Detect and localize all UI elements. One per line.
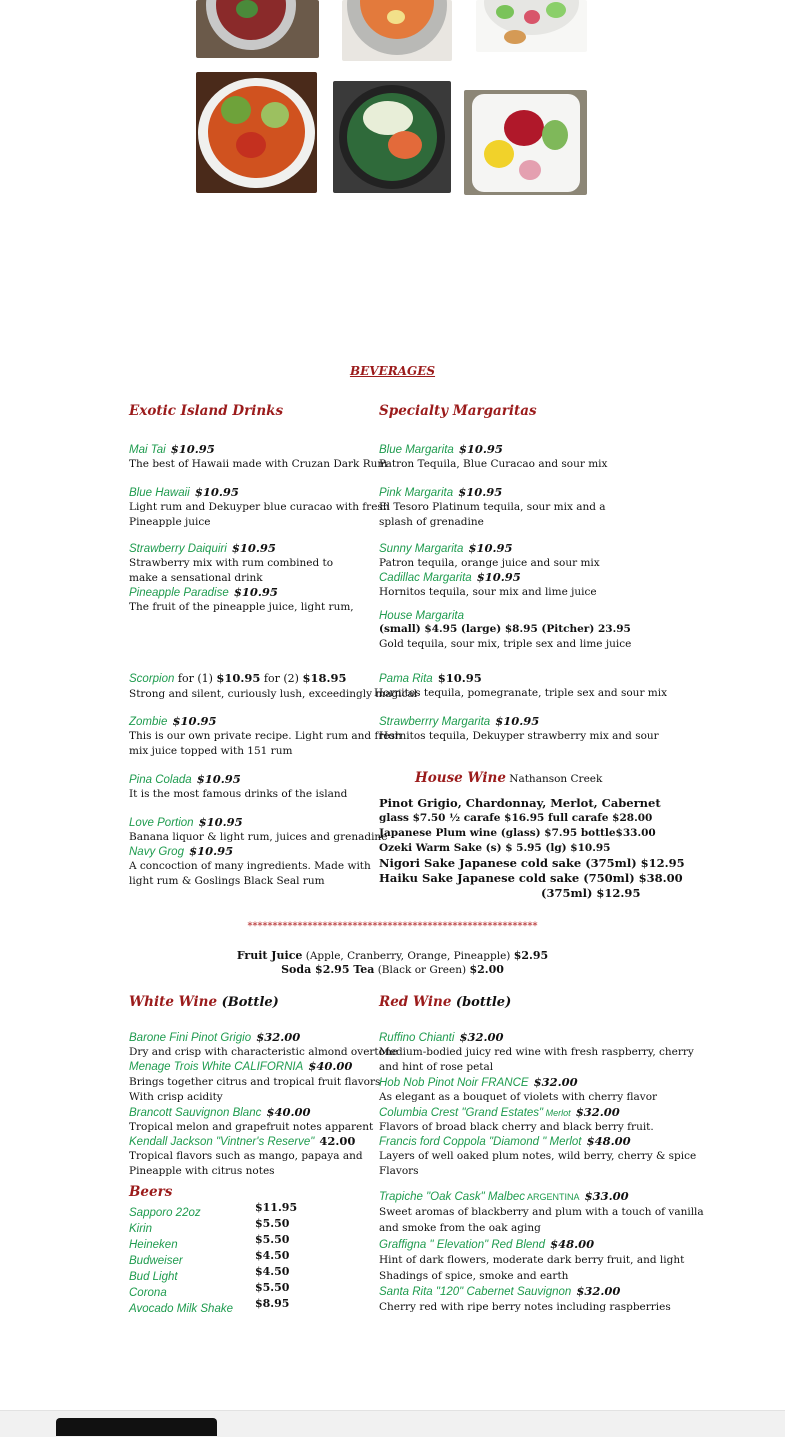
item-name: Zombie: [129, 716, 168, 728]
item-coppola: [379, 1130, 696, 1178]
viewer-toolbar-tab[interactable]: [56, 1418, 217, 1436]
item-name: Pina Colada: [129, 774, 192, 786]
beer-row: [129, 1281, 329, 1297]
item-strawberry-margarita: [379, 710, 659, 744]
item-pineapple-paradise: [129, 581, 354, 615]
beer-row: [129, 1249, 329, 1265]
item-price: $10.95: [495, 714, 540, 728]
item-blue-margarita: [379, 438, 607, 472]
exotic-heading: Exotic Island Drinks: [129, 403, 284, 419]
house-wine-line: (375ml) $12.95: [541, 886, 641, 900]
item-price: $10.95: [458, 485, 503, 499]
item-pink-margarita: [379, 481, 606, 529]
photo-salad-dish: [476, 0, 587, 52]
soda-line: [0, 963, 785, 978]
house-wine-line: Ozeki Warm Sake (s) $ 5.95 (lg) $10.95: [379, 842, 611, 854]
item-desc: Shadings of spice, smoke and earth: [379, 1270, 569, 1282]
beer-name: Kirin: [129, 1223, 153, 1235]
item-desc: Flavors: [379, 1164, 419, 1177]
item-price: $10.95: [468, 541, 513, 555]
house-wine-line: Japanese Plum wine (glass) $7.95 bottle$33.00: [379, 827, 656, 839]
item-name: Pineapple Paradise: [129, 587, 229, 599]
item-name: Strawberry Daiquiri: [129, 543, 227, 555]
item-name: Blue Margarita: [379, 444, 454, 456]
house-wine-line: glass $7.50 ½ carafe $16.95 full carafe $28.00: [379, 812, 653, 824]
beer-row: [129, 1297, 329, 1313]
item-desc: Layers of well oaked plum notes, wild berry, cherry & spice: [379, 1150, 697, 1162]
item-desc: Sweet aromas of blackberry and plum with a touch of vanilla: [379, 1206, 704, 1218]
beer-price: $4.50: [255, 1265, 290, 1278]
item-graffigna: [379, 1233, 684, 1284]
item-desc: Flavors of broad black cherry and black berry fruit.: [379, 1121, 654, 1133]
item-cadillac-margarita: [379, 566, 597, 600]
beer-price: $5.50: [255, 1233, 290, 1246]
item-desc: El Tesoro Platinum tequila, sour mix and a: [379, 501, 606, 513]
house-wine-heading-line: [415, 767, 602, 787]
item-price: $10.95: [170, 442, 215, 456]
item-desc: mix juice topped with 151 rum: [129, 744, 293, 757]
item-house-margarita: [379, 610, 631, 651]
photo-poke-bowl-6: [464, 90, 587, 195]
item-zombie: [129, 710, 402, 758]
item-price: $10.95: [458, 442, 503, 456]
item-price: $40.00: [266, 1105, 311, 1119]
item-price: $10.95: [196, 772, 241, 786]
beer-name: Bud Light: [129, 1271, 178, 1283]
item-name: Scorpion: [129, 673, 175, 685]
beers-heading: Beers: [129, 1184, 173, 1200]
item-name: Graffigna " Elevation" Red Blend: [379, 1239, 546, 1251]
beer-price: $5.50: [255, 1281, 290, 1294]
tea-price: $2.00: [469, 963, 504, 976]
page-title: BEVERAGES: [349, 364, 436, 378]
photo-poke-bowl-2: [342, 0, 452, 61]
item-desc: Pineapple juice: [129, 515, 211, 528]
item-price: 42.00: [319, 1134, 356, 1148]
item-name: House Margarita: [379, 610, 465, 622]
item-price: $10.95: [172, 714, 217, 728]
item-name: Sunny Margarita: [379, 543, 464, 555]
beer-name: Corona: [129, 1287, 167, 1299]
beer-name: Avocado Milk Shake: [129, 1303, 233, 1315]
item-desc: Gold tequila, sour mix, triple sex and lime juice: [379, 637, 632, 650]
item-desc: Tropical flavors such as mango, papaya and: [129, 1150, 363, 1162]
item-blue-hawaii: [129, 481, 390, 529]
beer-list: [129, 1201, 329, 1313]
item-desc: Tropical melon and grapefruit notes apparent: [129, 1121, 374, 1133]
item-price: $48.00: [550, 1237, 595, 1251]
item-name: Francis ford Coppola "Diamond " Merlot: [379, 1136, 582, 1148]
item-price: $10.95: [476, 570, 521, 584]
item-price: $40.00: [308, 1059, 353, 1073]
red-wine-heading: Red Wine: [379, 994, 452, 1010]
item-name: Barone Fini Pinot Grigio: [129, 1032, 252, 1044]
beer-price: $8.95: [255, 1297, 290, 1310]
beer-row: [129, 1217, 329, 1233]
beer-name: Sapporo 22oz: [129, 1207, 201, 1219]
beer-row: [129, 1233, 329, 1249]
item-name: Navy Grog: [129, 846, 184, 858]
item-price: $32.00: [576, 1284, 621, 1298]
item-desc: The fruit of the pineapple juice, light rum,: [129, 601, 354, 613]
white-wine-heading: White Wine: [129, 994, 218, 1010]
item-desc: Medium-bodied juicy red wine with fresh raspberry, cherry: [379, 1046, 694, 1058]
item-santa-rita: [379, 1280, 671, 1315]
item-price: $48.00: [586, 1134, 631, 1148]
item-desc: Hornitos tequila, Dekuyper strawberry mix and sour: [379, 730, 659, 742]
item-name: Pama Rita: [379, 673, 433, 685]
margaritas-heading: Specialty Margaritas: [379, 403, 537, 419]
item-price: $33.00: [584, 1189, 629, 1203]
item-name: Brancott Sauvignon Blanc: [129, 1107, 262, 1119]
tea-kinds: (Black or Green): [374, 964, 470, 976]
item-ruffino: [379, 1026, 694, 1074]
item-price: $32.00: [575, 1105, 620, 1119]
house-wine-line: Nigori Sake Japanese cold sake (375ml) $12.95: [379, 856, 685, 870]
item-desc: Hornitos tequila, sour mix and lime juice: [379, 586, 597, 598]
item-name: Trapiche "Oak Cask" Malbec: [379, 1191, 526, 1203]
item-navy-grog: [129, 840, 371, 888]
house-wine-list: [379, 796, 685, 901]
item-price: $10.95: [198, 815, 243, 829]
separator: **********************************************************: [247, 921, 538, 932]
item-desc: Patron Tequila, Blue Curacao and sour mix: [379, 458, 608, 470]
item-name: Kendall Jackson "Vintner's Reserve": [129, 1136, 315, 1148]
red-wine-heading-line: Red Wine (bottle): [379, 994, 512, 1010]
item-mai-tai: [129, 438, 387, 472]
item-desc: light rum & Goslings Black Seal rum: [129, 874, 325, 887]
item-strawberry-daiquiri: [129, 537, 333, 585]
photo-poke-bowl-1: [196, 0, 319, 58]
item-price: $32.00: [533, 1075, 578, 1089]
beer-price: $4.50: [255, 1249, 290, 1262]
item-desc: This is our own private recipe. Light rum and fresh: [129, 730, 402, 742]
beer-name: Heineken: [129, 1239, 178, 1251]
item-price: $10.95: [194, 485, 239, 499]
item-name: Mai Tai: [129, 444, 166, 456]
item-desc: Banana liquor & light rum, juices and grenadine: [129, 831, 388, 843]
item-name: Strawberrry Margarita: [379, 716, 491, 728]
item-hobnob: [379, 1071, 657, 1105]
house-wine-line: Haiku Sake Japanese cold sake (750ml) $38.00: [379, 871, 683, 885]
item-pama-rita: [374, 667, 668, 701]
item-name: Ruffino Chianti: [379, 1032, 455, 1044]
item-desc: and hint of rose petal: [379, 1060, 494, 1073]
item-price: $10.95: [231, 541, 276, 555]
item-desc: Hornitos tequila, pomegranate, triple sex and sour mix: [374, 687, 668, 699]
item-desc: As elegant as a bouquet of violets with cherry flavor: [379, 1091, 658, 1103]
item-columbia: Columbia Crest "Grand Estates" Merlot $32.00 Flavors of broad black cherry and black berry fruit.: [379, 1105, 654, 1133]
item-name: Blue Hawaii: [129, 487, 190, 499]
item-menage: [129, 1055, 380, 1104]
item-kendall: [129, 1130, 363, 1178]
juice-kinds: (Apple, Cranberry, Orange, Pineapple): [302, 950, 514, 962]
item-sizes: (small) $4.95 (large) $8.95 (Pitcher) 23.95: [379, 623, 631, 635]
item-name: Columbia Crest "Grand Estates": [379, 1107, 544, 1119]
item-desc: Strong and silent, curiously lush, exceedingly magical: [129, 687, 418, 700]
item-desc: It is the most famous drinks of the island: [129, 788, 348, 800]
item-desc: Pineapple with citrus notes: [129, 1164, 275, 1177]
item-desc: splash of grenadine: [379, 515, 484, 528]
item-scorpion: Scorpion for (1) $10.95 for (2) $18.95 Strong and silent, curiously lush, exceedingly magical: [129, 671, 418, 700]
photo-poke-bowl-4: [196, 72, 317, 193]
item-name: Menage Trois White CALIFORNIA: [129, 1061, 304, 1073]
item-desc: Strawberry mix with rum combined to: [129, 557, 334, 569]
beer-price: $5.50: [255, 1217, 290, 1230]
item-desc: Light rum and Dekuyper blue curacao with fresh: [129, 501, 390, 513]
beer-row: [129, 1201, 329, 1217]
house-wine-line: Pinot Grigio, Chardonnay, Merlot, Cabernet: [379, 796, 661, 810]
item-trapiche: Trapiche "Oak Cask" Malbec ARGENTINA $33.00 Sweet aromas of blackberry and plum with a touch of vanilla and smoke from the oak aging: [379, 1189, 704, 1234]
item-desc: and smoke from the oak aging: [379, 1222, 541, 1234]
white-wine-heading-line: White Wine (Bottle): [129, 994, 279, 1010]
item-desc: Dry and crisp with characteristic almond overtone: [129, 1046, 398, 1058]
item-name: Santa Rita "120" Cabernet Sauvignon: [379, 1286, 572, 1298]
item-desc: Cherry red with ripe berry notes including raspberries: [379, 1301, 671, 1313]
item-price: $10.95: [233, 585, 278, 599]
item-desc: Hint of dark flowers, moderate dark berry fruit, and light: [379, 1254, 685, 1266]
soda-label: Soda $2.95 Tea: [281, 963, 375, 976]
item-desc: make a sensational drink: [129, 571, 263, 584]
beer-name: Budweiser: [129, 1255, 183, 1267]
item-name: Pink Margarita: [379, 487, 454, 499]
item-desc: With crisp acidity: [129, 1090, 223, 1103]
item-desc: The best of Hawaii made with Cruzan Dark Rum: [129, 458, 388, 470]
beer-price: $11.95: [255, 1201, 298, 1214]
item-name: Cadillac Margarita: [379, 572, 472, 584]
item-name: Love Portion: [129, 817, 194, 829]
house-wine-brand: Nathanson Creek: [505, 773, 603, 785]
item-price: $10.95: [189, 844, 234, 858]
juice-price: $2.95: [513, 949, 549, 962]
item-pina-colada: [129, 768, 347, 802]
item-desc: Patron tequila, orange juice and sour mix: [379, 557, 600, 569]
item-desc: A concoction of many ingredients. Made with: [129, 860, 371, 872]
photo-poke-bowl-5: [333, 81, 451, 193]
house-wine-heading: House Wine: [415, 770, 506, 786]
juice-line: [0, 949, 785, 964]
item-price: $32.00: [459, 1030, 504, 1044]
item-price: $32.00: [256, 1030, 301, 1044]
item-desc: Brings together citrus and tropical fruit flavors: [129, 1076, 381, 1088]
beer-row: [129, 1265, 329, 1281]
juice-label: Fruit Juice: [236, 949, 303, 962]
item-name: Hob Nob Pinot Noir FRANCE: [379, 1077, 529, 1089]
item-price: $10.95: [437, 671, 482, 685]
